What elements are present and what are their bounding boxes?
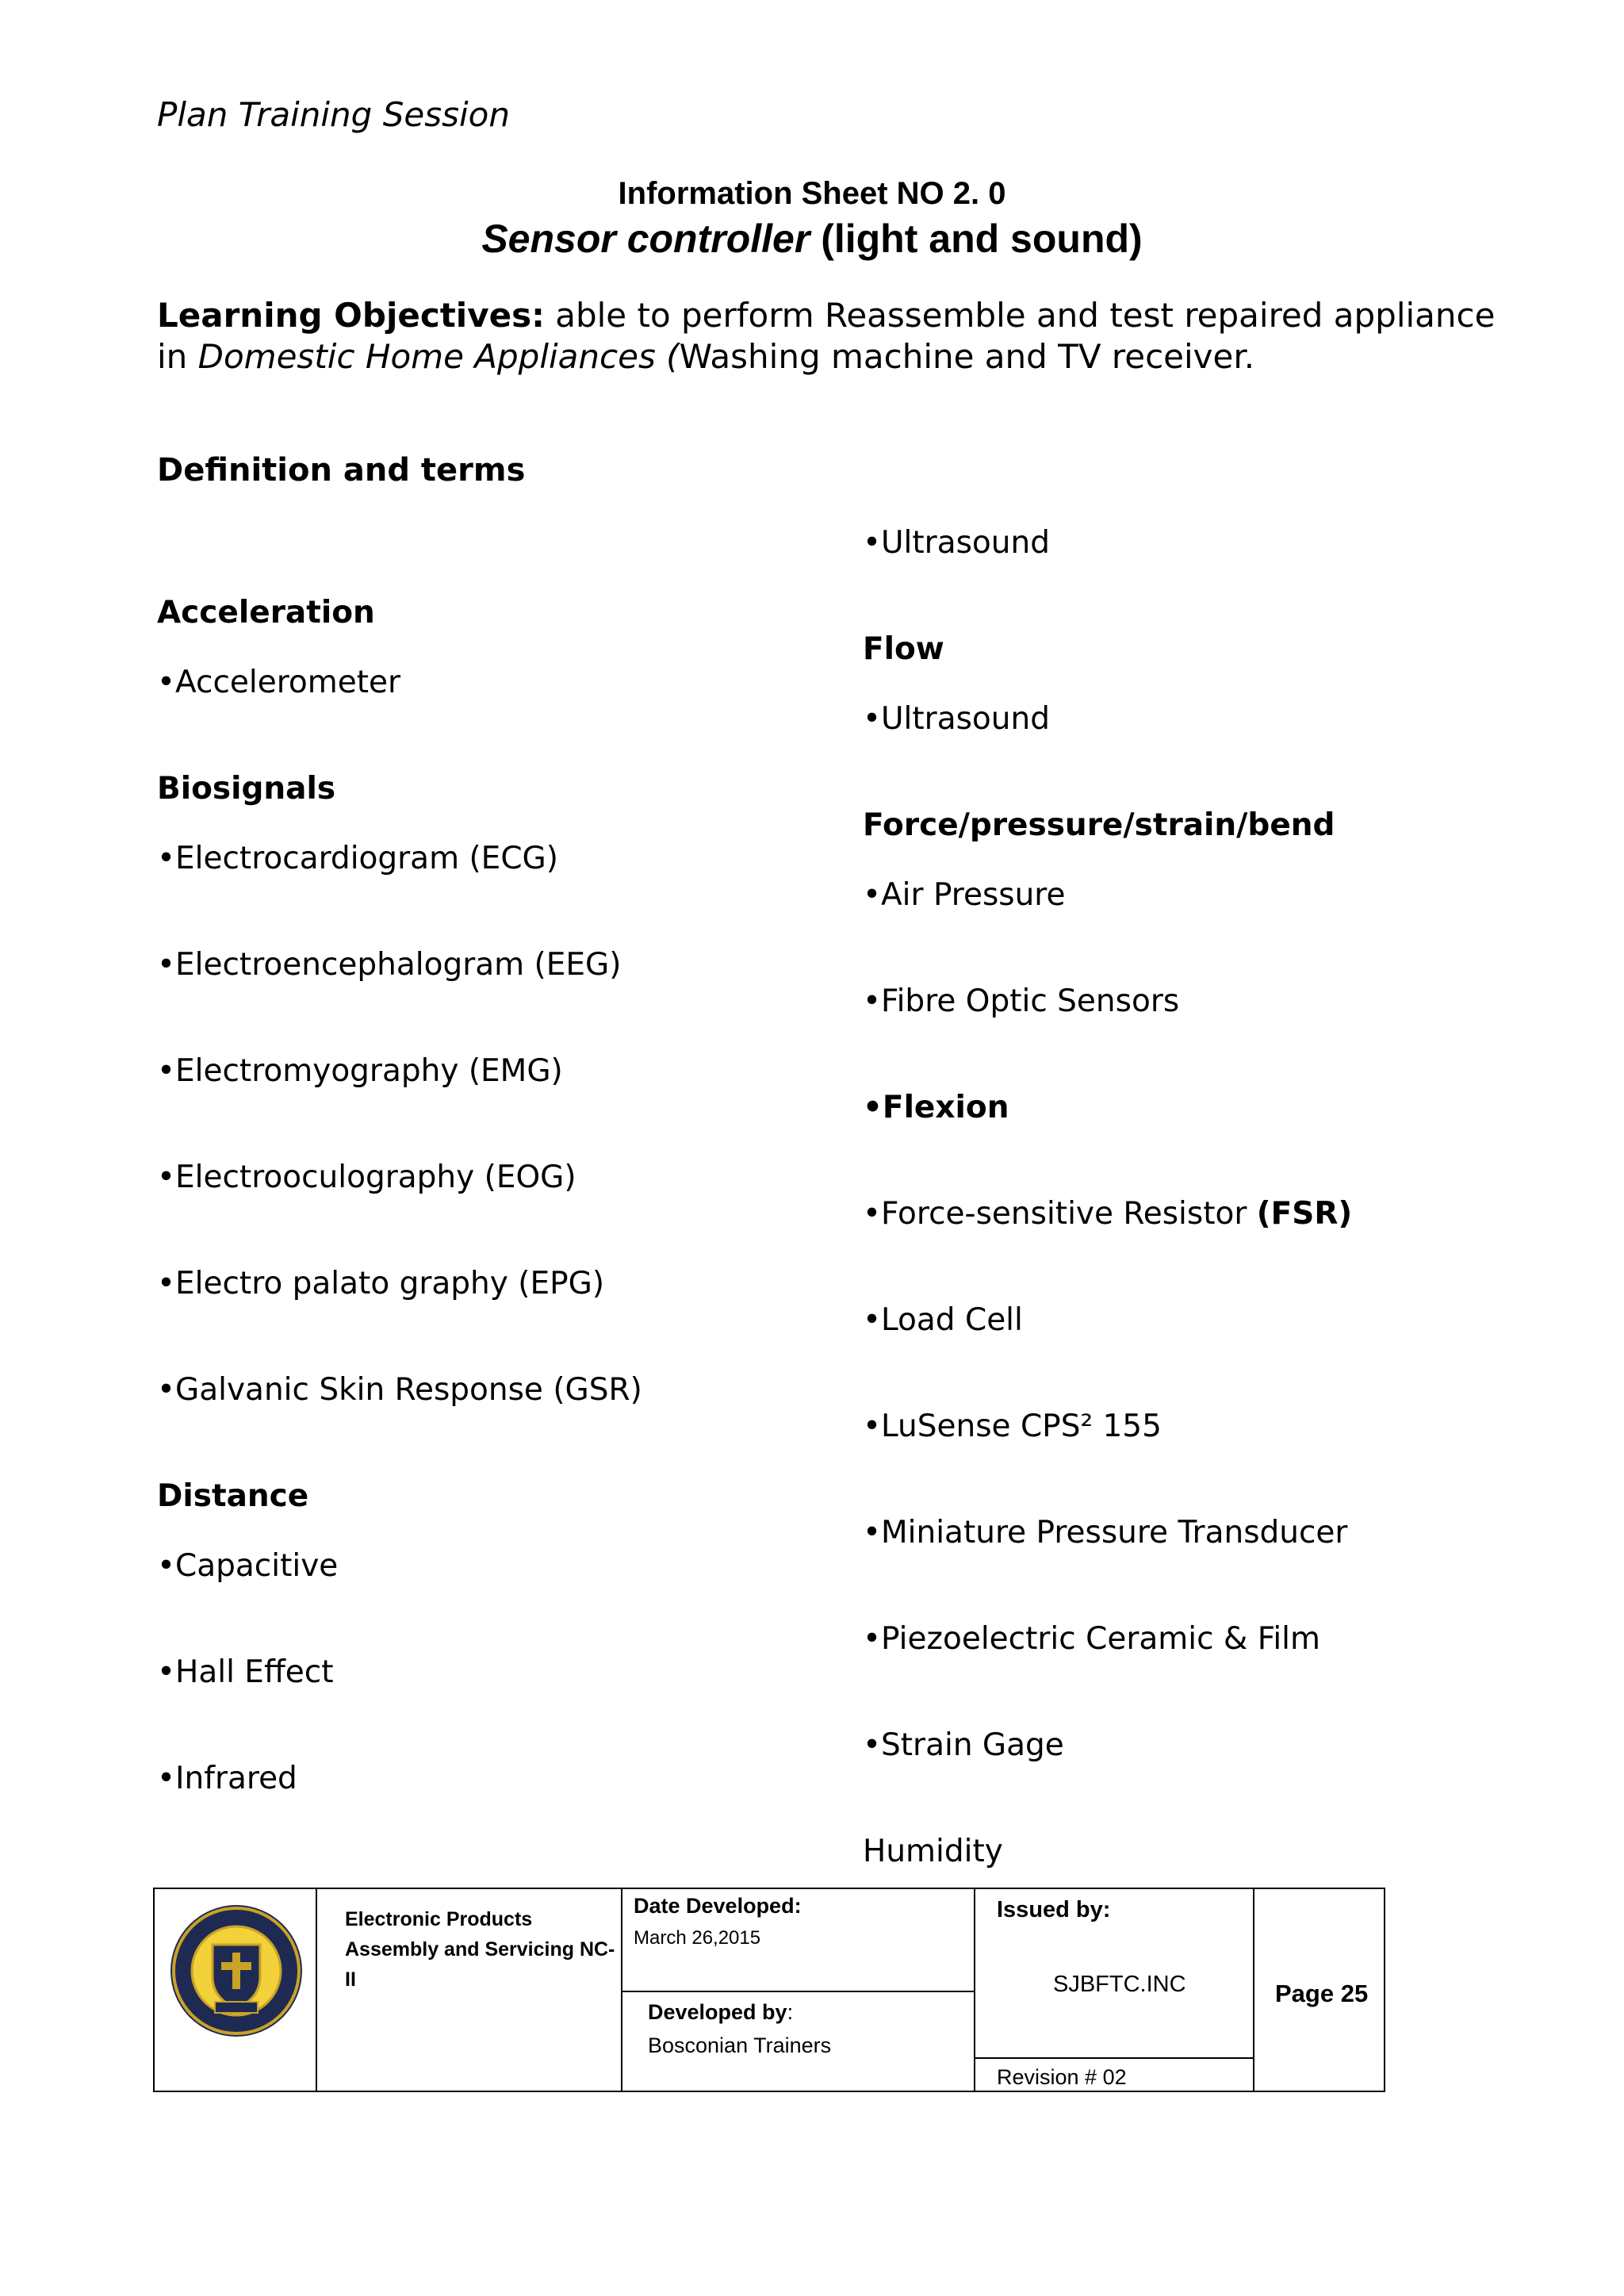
learning-objectives	[157, 295, 1505, 378]
objectives-italic: Domestic Home Appliances (	[197, 337, 680, 376]
list-item: •Fibre Optic Sensors	[863, 983, 1180, 1019]
category-flow: Flow	[863, 631, 944, 667]
humidity-label: Humidity	[863, 1834, 1003, 1869]
issued-by-label: Issued by:	[997, 1897, 1111, 1922]
list-item: •Ultrasound	[863, 525, 1050, 561]
sheet-title-rest: (light and sound)	[810, 217, 1143, 261]
list-item: •Electroencephalogram (EEG)	[157, 947, 622, 983]
list-item: •Flexion	[863, 1090, 1009, 1125]
developed-by-value: Bosconian Trainers	[648, 2033, 832, 2057]
category-biosignals: Biosignals	[157, 771, 336, 807]
list-item: •Ultrasound	[863, 701, 1050, 737]
developed-by-label: Developed by	[648, 2000, 787, 2024]
date-developed-value: March 26,2015	[634, 1927, 761, 1949]
list-item: •LuSense CPS² 155	[863, 1409, 1162, 1444]
list-item: •Infrared	[157, 1761, 297, 1796]
developed-by-colon: :	[787, 2000, 794, 2024]
list-item	[863, 1196, 1352, 1232]
list-item-abbrev: (FSR)	[1256, 1196, 1353, 1232]
list-item: •Galvanic Skin Response (GSR)	[157, 1372, 642, 1408]
developed-by	[648, 2000, 793, 2025]
header-title: Plan Training Session	[157, 95, 510, 134]
footer-table	[153, 1888, 1385, 2092]
objectives-label: Learning Objectives:	[157, 296, 545, 335]
training-center-seal-icon	[169, 1903, 304, 2038]
revision-number: Revision # 02	[997, 2065, 1127, 2089]
list-item: •Piezoelectric Ceramic & Film	[863, 1621, 1320, 1657]
seal-cross-horizontal	[221, 1962, 251, 1970]
sheet-number: Information Sheet NO 2. 0	[618, 176, 1006, 211]
course-name-line1: Electronic Products	[345, 1908, 533, 1930]
category-distance: Distance	[157, 1478, 309, 1514]
list-item: •Miniature Pressure Transducer	[863, 1515, 1348, 1550]
sheet-title-italic: Sensor controller	[481, 217, 810, 261]
list-item: •Load Cell	[863, 1302, 1023, 1338]
list-item: •Electrocardiogram (ECG)	[157, 841, 558, 876]
list-item: •Capacitive	[157, 1548, 339, 1584]
list-item: •Hall Effect	[157, 1654, 334, 1690]
course-name-line2: Assembly and Servicing NC-	[345, 1938, 615, 1961]
seal-cross-vertical	[232, 1953, 240, 1989]
list-item: •Air Pressure	[863, 877, 1066, 913]
list-item-text: •Force-sensitive Resistor	[863, 1196, 1257, 1232]
objectives-text-end: Washing machine and TV receiver.	[679, 337, 1255, 376]
list-item: •Electro palato graphy (EPG)	[157, 1266, 605, 1301]
list-item: •Electrooculography (EOG)	[157, 1159, 576, 1195]
page-number: Page 25	[1275, 1980, 1369, 2007]
issued-by-value: SJBFTC.INC	[1053, 1972, 1186, 1997]
sheet-title	[0, 216, 1624, 262]
list-item: •Electromyography (EMG)	[157, 1053, 563, 1089]
objectives-text: able to perform Reassemble and test repaired appliance in	[157, 296, 1496, 376]
date-developed-label: Date Developed:	[634, 1894, 802, 1918]
list-item: •Accelerometer	[157, 665, 401, 700]
section-heading: Definition and terms	[157, 452, 526, 489]
category-force: Force/pressure/strain/bend	[863, 807, 1335, 843]
category-acceleration: Acceleration	[157, 595, 375, 631]
list-item: •Strain Gage	[863, 1727, 1064, 1763]
course-name-line3: II	[345, 1968, 356, 1991]
seal-ribbon	[215, 2002, 258, 2013]
